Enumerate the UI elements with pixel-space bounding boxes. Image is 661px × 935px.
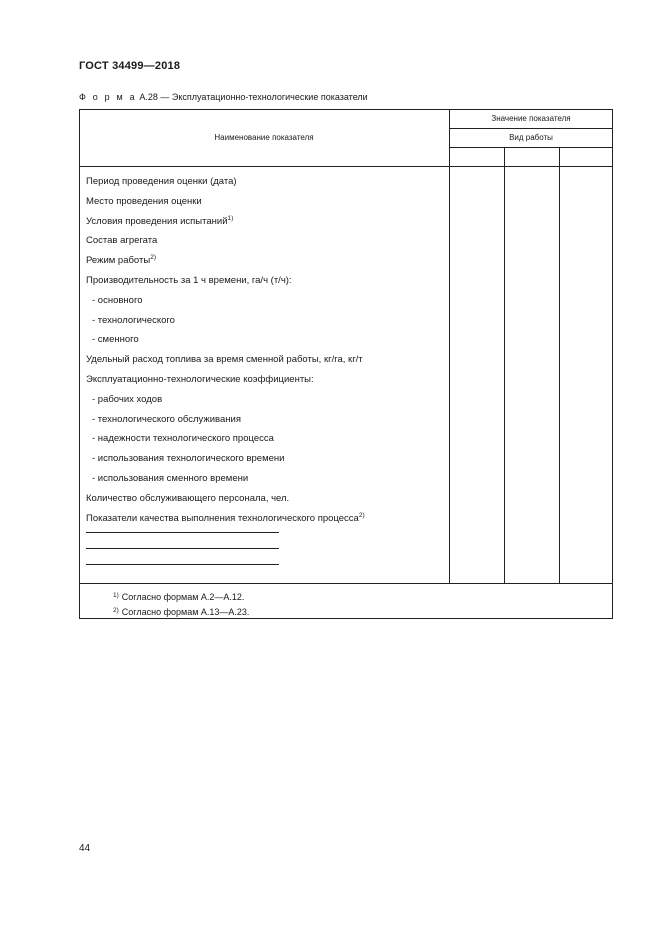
form-title: А.28 — Эксплуатационно-технологические показатели [139,92,368,102]
table-row [86,469,446,489]
row-label: Производительность за 1 ч времени, га/ч (т/ч): [86,274,292,286]
table-row [86,350,446,370]
row-label: Показатели качества выполнения технологического процесса [86,512,359,524]
row-label: - использования технологического времени [92,453,285,465]
row-label: Состав агрегата [86,235,158,247]
table-row [86,509,446,529]
table-row [86,212,446,232]
table-body [86,172,446,528]
blank-fill-line [86,532,279,533]
table-row [86,449,446,469]
document-title: ГОСТ 34499—2018 [79,60,181,72]
footnote-ref: 2) [150,254,156,262]
row-label: - технологического [92,314,175,326]
column-header-value: Значение показателя [491,114,571,123]
row-label: Режим работы [86,255,151,267]
footnote-text: Согласно формам А.2—А.12. [121,592,245,602]
table-row [86,251,446,271]
header-bottom-border [79,166,613,167]
table-row [86,410,446,430]
column-divider [559,147,560,583]
table-row [86,370,446,390]
row-label: - сменного [92,334,139,346]
table-row [86,429,446,449]
column-divider [504,147,505,583]
table-row [86,291,446,311]
footnote-divider [79,583,613,584]
blank-fill-line [86,548,279,549]
column-header-work-type: Вид работы [509,133,553,142]
row-label: Удельный расход топлива за время сменной работы, кг/га, кг/т [86,354,363,366]
header-divider [449,128,613,129]
row-label: - технологического обслуживания [92,413,241,425]
row-label: - надежности технологического процесса [92,433,274,445]
footnotes [113,590,249,620]
footnote-ref: 1) [227,214,234,222]
table-row [86,271,446,291]
footnote [113,605,249,620]
row-label: Место проведения оценки [86,195,202,207]
footnote-text: Согласно формам А.13—А.23. [121,607,250,617]
row-label: Период проведения оценки (дата) [86,176,237,187]
row-label: Эксплуатационно-технологические коэффициенты: [86,373,314,385]
row-label: Условия проведения испытаний [86,215,228,227]
form-label: Ф о р м а [79,92,137,102]
table-row [86,172,446,192]
table-row [86,390,446,410]
footnote-mark: 2) [113,607,119,614]
blank-fill-line [86,564,279,565]
footnote-ref: 2) [358,511,365,519]
table-row [86,192,446,212]
page-number: 44 [79,843,91,854]
column-divider [449,109,450,583]
table-row [86,330,446,350]
row-label: Количество обслуживающего персонала, чел. [86,492,290,504]
table-row [86,311,446,331]
footnote [113,590,249,605]
row-label: - рабочих ходов [92,393,163,405]
footnote-mark: 1) [113,592,119,599]
header-divider [449,147,613,148]
table-row [86,489,446,509]
table-row [86,231,446,251]
row-label: - использования сменного времени [92,472,249,484]
form-caption [79,92,368,102]
row-label: - основного [92,294,143,306]
column-header-name: Наименование показателя [214,133,314,142]
